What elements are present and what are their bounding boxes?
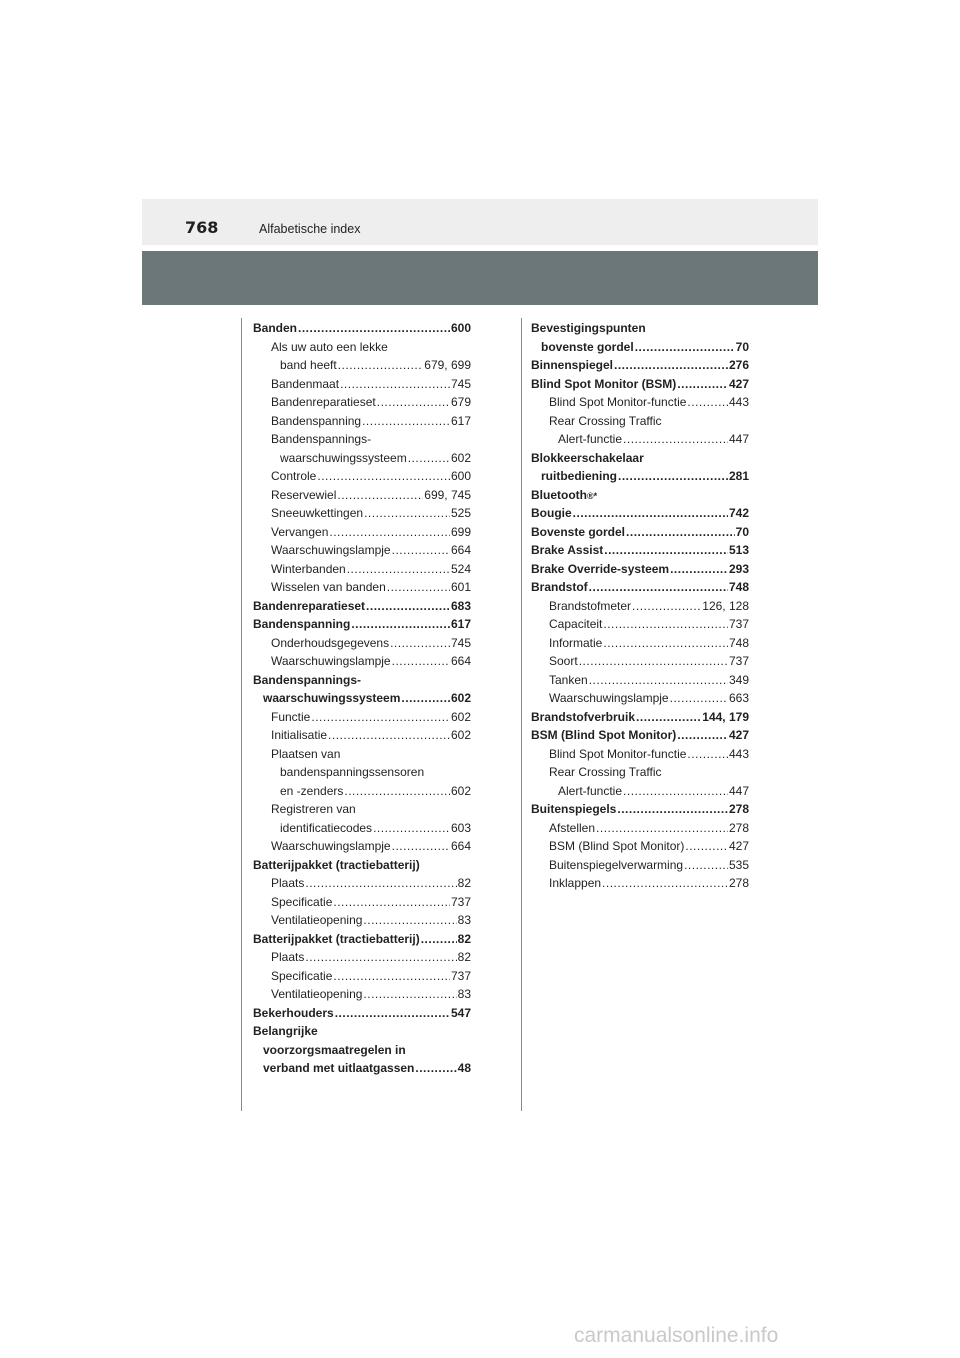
page-reference: 602 [450, 728, 471, 742]
dot-leader [344, 782, 450, 801]
dot-leader [623, 430, 728, 449]
entry-text: Batterijpakket (tractiebatterij) [253, 857, 420, 872]
index-entry-sub [253, 356, 471, 375]
page-reference: 281 [728, 469, 749, 483]
entry-text: ruitbediening [541, 469, 617, 483]
dot-leader [685, 837, 728, 856]
entry-text: Als uw auto een lekke [271, 339, 388, 354]
entry-text: Blind Spot Monitor-functie [549, 395, 687, 409]
dot-leader [415, 1059, 456, 1078]
page-reference: 447 [728, 432, 749, 446]
index-entry-sub [531, 652, 749, 671]
dot-leader [329, 523, 450, 542]
entry-text: Brandstofmeter [549, 598, 632, 613]
page-reference: 617 [450, 617, 471, 631]
dot-leader [333, 893, 450, 912]
entry-text: Bekerhouders [253, 1005, 334, 1020]
entry-text: BSM (Blind Spot Monitor) [531, 728, 677, 742]
entry-text: identificatiecodes [280, 820, 373, 835]
index-entry-sub [253, 578, 471, 597]
page-reference: 513 [728, 543, 749, 557]
index-entry-sub [253, 338, 471, 357]
index-entry-sub [531, 837, 749, 856]
entry-text: band heeft [280, 358, 337, 372]
entry-text: voorzorgsmaatregelen in [263, 1042, 406, 1057]
entry-text: bandenspanningssensoren [280, 765, 425, 779]
dot-leader [340, 375, 450, 394]
entry-text: Vervangen [271, 524, 329, 539]
dot-leader [317, 467, 450, 486]
index-entry-sub [253, 819, 471, 838]
page-reference: 664 [450, 543, 471, 557]
dot-leader [623, 782, 728, 801]
entry-text: Bandenreparatieset [271, 395, 376, 409]
index-entry-main [531, 449, 749, 468]
dot-leader [392, 652, 450, 671]
index-entry-sub [531, 874, 749, 893]
entry-text: Plaats [271, 950, 305, 964]
page-reference: 737 [450, 968, 471, 983]
page-reference: 82 [457, 931, 471, 946]
entry-text: Blokkeerschakelaar [531, 450, 644, 465]
page-reference: 524 [450, 561, 471, 576]
index-entry-sub [531, 745, 749, 764]
entry-text: Wisselen van banden [271, 580, 386, 594]
dot-leader [392, 837, 450, 856]
header-dark-bar [142, 251, 818, 305]
entry-text: waarschuwingssysteem [263, 691, 401, 705]
index-entry-sub [531, 597, 749, 616]
index-entry-sub [253, 560, 471, 579]
dot-leader [362, 412, 450, 431]
page-reference: 617 [450, 413, 471, 428]
index-entry-main [531, 467, 749, 486]
index-entry-sub [253, 763, 471, 782]
entry-text: Batterijpakket (tractiebatterij) [253, 931, 420, 946]
index-entry-main: Bluetooth ®* [531, 486, 749, 505]
entry-text: Soort [549, 654, 578, 668]
index-entry-sub [253, 967, 471, 986]
dot-leader [618, 467, 728, 486]
index-entry-main [253, 1004, 471, 1023]
dot-leader [626, 523, 735, 542]
index-entry-main [531, 560, 749, 579]
dot-leader [670, 689, 728, 708]
page-reference: 699 [450, 524, 471, 539]
index-entry-sub [253, 393, 471, 412]
page-reference: 745 [450, 635, 471, 650]
dot-leader [338, 356, 424, 375]
dot-leader [635, 338, 735, 357]
index-entry-main [531, 504, 749, 523]
entry-text: Bandenspannings- [271, 432, 372, 446]
page-reference: 278 [728, 876, 749, 890]
entry-text: Brake Assist [531, 543, 604, 557]
entry-text: Functie [271, 709, 311, 724]
dot-leader [377, 393, 450, 412]
dot-leader [363, 985, 456, 1004]
page-reference: 602 [450, 691, 471, 705]
entry-text: Waarschuwingslampje [549, 691, 669, 705]
page-reference: 83 [457, 987, 471, 1001]
page-reference: 679, 699 [424, 358, 471, 372]
page-reference: 748 [728, 635, 749, 650]
entry-text: Waarschuwingslampje [271, 543, 391, 557]
page-number: 768 [185, 218, 219, 237]
page-reference: 602 [450, 783, 471, 798]
dot-leader [390, 634, 450, 653]
index-entry-sub [253, 708, 471, 727]
entry-text: Ventilatieopening [271, 913, 363, 927]
index-entry-main [253, 597, 471, 616]
entry-text: verband met uitlaatgassen [263, 1061, 415, 1075]
entry-text: Winterbanden [271, 561, 346, 576]
column-divider-left [241, 318, 242, 1111]
entry-text: Reservewiel [271, 487, 337, 502]
entry-text: Specificatie [271, 968, 333, 983]
index-entry-sub [253, 800, 471, 819]
entry-text: Alert-functie [558, 783, 623, 798]
page-reference: 276 [728, 358, 749, 372]
index-entry-sub [253, 375, 471, 394]
dot-leader [603, 615, 728, 634]
entry-text: Bandenmaat [271, 376, 340, 391]
entry-text: Buitenspiegels [531, 802, 617, 816]
dot-leader [401, 689, 450, 708]
page-reference: 699, 745 [424, 487, 471, 502]
dot-leader [589, 578, 728, 597]
page-reference: 443 [728, 746, 749, 761]
index-entry-main [253, 1059, 471, 1078]
dot-leader [298, 319, 450, 338]
index-entry-main [253, 671, 471, 690]
index-entry-sub [253, 985, 471, 1004]
page-reference: 664 [450, 839, 471, 853]
entry-text: Blind Spot Monitor (BSM) [531, 376, 677, 391]
index-entry-sub [531, 671, 749, 690]
dot-leader [614, 356, 728, 375]
entry-text: bovenste gordel [541, 339, 634, 354]
dot-leader [636, 708, 701, 727]
index-entry-sub [253, 467, 471, 486]
dot-leader [335, 1004, 450, 1023]
dot-leader [602, 874, 728, 893]
index-entry-sub [253, 523, 471, 542]
dot-leader [573, 504, 728, 523]
entry-text: Bougie [531, 506, 572, 520]
index-entry-sub [253, 634, 471, 653]
dot-leader [603, 634, 728, 653]
dot-leader [351, 615, 450, 634]
index-entry-sub [531, 819, 749, 838]
index-entry-main [531, 578, 749, 597]
dot-leader [366, 597, 450, 616]
index-entry-sub [253, 726, 471, 745]
entry-text: Registreren van [271, 802, 356, 816]
index-column-right [531, 319, 749, 893]
index-entry-main [531, 523, 749, 542]
entry-text: Binnenspiegel [531, 358, 614, 372]
entry-text: BSM (Blind Spot Monitor) [549, 839, 685, 853]
index-entry-main [253, 689, 471, 708]
dot-leader [687, 393, 728, 412]
index-entry-sub [253, 911, 471, 930]
dot-leader [677, 375, 728, 394]
index-entry-sub [253, 412, 471, 431]
page-reference: 602 [450, 450, 471, 465]
entry-text: Plaatsen van [271, 746, 341, 761]
index-entry-main [531, 800, 749, 819]
page-reference: 664 [450, 654, 471, 668]
entry-text: Inklappen [549, 876, 602, 890]
page-reference: 443 [728, 395, 749, 409]
page-reference: 82 [457, 876, 471, 890]
entry-text: Bevestigingspunten [531, 321, 646, 335]
dot-leader [589, 671, 728, 690]
dot-leader [632, 597, 701, 616]
page-reference: 748 [728, 580, 749, 594]
page-reference: 525 [450, 506, 471, 520]
entry-text: Banden [253, 321, 298, 335]
index-entry-main [253, 856, 471, 875]
index-entry-sub [531, 412, 749, 431]
entry-text: Alert-functie [558, 432, 623, 446]
index-entry-sub [531, 689, 749, 708]
index-entry-sub [531, 634, 749, 653]
dot-leader [373, 819, 450, 838]
page-reference: 427 [728, 728, 749, 742]
entry-text: Rear Crossing Traffic [549, 765, 662, 779]
page-reference: 427 [728, 376, 749, 391]
entry-text: Onderhoudsgegevens [271, 635, 390, 650]
page-reference: 278 [728, 802, 749, 816]
page-reference: 535 [728, 857, 749, 872]
page-reference: 600 [450, 469, 471, 483]
dot-leader [604, 541, 728, 560]
page-reference: 742 [728, 506, 749, 520]
entry-text: Specificatie [271, 894, 333, 909]
entry-text: Capaciteit [549, 617, 603, 631]
entry-text: Controle [271, 469, 317, 483]
index-entry-main [531, 541, 749, 560]
entry-text: Brandstof [531, 580, 588, 594]
page-reference: 601 [450, 580, 471, 594]
index-column-left [253, 319, 471, 1078]
index-entry-sub [253, 449, 471, 468]
dot-leader [337, 486, 423, 505]
entry-text: Bandenspanning [253, 617, 351, 631]
header-band [142, 199, 818, 245]
page-reference: 293 [728, 561, 749, 576]
page-reference: 663 [728, 691, 749, 705]
index-entry-sub [253, 745, 471, 764]
page-reference: 447 [728, 783, 749, 798]
dot-leader [387, 578, 450, 597]
dot-leader [333, 967, 450, 986]
page-reference: 600 [450, 321, 471, 335]
page-reference: 745 [450, 376, 471, 391]
dot-leader [684, 856, 728, 875]
entry-text: Buitenspiegelverwarming [549, 857, 684, 872]
index-entry-sub [531, 763, 749, 782]
index-entry-main [253, 1022, 471, 1041]
page-reference: 48 [457, 1061, 471, 1075]
page-reference: 737 [728, 654, 749, 668]
dot-leader [687, 745, 728, 764]
index-entry-main [531, 356, 749, 375]
entry-text: Blind Spot Monitor-functie [549, 746, 687, 761]
entry-text: Belangrijke [253, 1024, 318, 1038]
page-reference: 83 [457, 913, 471, 927]
page-reference: 547 [450, 1005, 471, 1020]
entry-text: en -zenders [280, 783, 344, 798]
entry-text: Plaats [271, 876, 305, 890]
dot-leader [596, 819, 728, 838]
dot-leader [363, 911, 456, 930]
page-reference: 683 [450, 598, 471, 613]
dot-leader [408, 449, 450, 468]
index-entry-main [253, 615, 471, 634]
page-reference: 126, 128 [702, 598, 749, 613]
index-entry-sub [253, 430, 471, 449]
index-entry-sub [531, 615, 749, 634]
dot-leader [328, 726, 450, 745]
column-divider-right [521, 318, 522, 1111]
dot-leader [579, 652, 728, 671]
dot-leader [305, 948, 456, 967]
entry-text: Bandenreparatieset [253, 598, 366, 613]
index-entry-main [253, 1041, 471, 1060]
entry-text: waarschuwingssysteem [280, 450, 407, 465]
dot-leader [364, 504, 450, 523]
index-entry-sub [253, 837, 471, 856]
index-entry-main [253, 930, 471, 949]
entry-text: Ventilatieopening [271, 987, 363, 1001]
index-entry-sub [531, 430, 749, 449]
index-entry-sub [253, 541, 471, 560]
index-entry-main [531, 338, 749, 357]
page-reference: 70 [735, 524, 749, 539]
entry-text: Afstellen [549, 820, 596, 835]
page-reference: 602 [450, 709, 471, 724]
page-reference: 144, 179 [702, 709, 749, 724]
page-reference: 603 [450, 820, 471, 835]
dot-leader [347, 560, 450, 579]
entry-text: Initialisatie [271, 728, 328, 742]
watermark: carmanualsonline.info [574, 1324, 779, 1347]
index-entry-main [531, 726, 749, 745]
dot-leader [421, 930, 457, 949]
dot-leader [677, 726, 728, 745]
index-entry-main [531, 708, 749, 727]
page-reference: 82 [457, 950, 471, 964]
index-entry-main [531, 375, 749, 394]
entry-text: Waarschuwingslampje [271, 654, 391, 668]
section-title: Alfabetische index [259, 222, 361, 236]
index-entry-sub [253, 486, 471, 505]
index-entry-sub [253, 948, 471, 967]
entry-text: Brandstofverbruik [531, 709, 636, 724]
entry-text: Brake Override-systeem [531, 561, 670, 576]
entry-text: Waarschuwingslampje [271, 839, 391, 853]
index-entry-sub [253, 652, 471, 671]
entry-text: Bandenspannings- [253, 672, 362, 687]
index-entry-main [531, 319, 749, 338]
page-reference: 349 [728, 672, 749, 687]
page-reference: 737 [450, 894, 471, 909]
index-entry-main [253, 319, 471, 338]
index-entry-sub [253, 893, 471, 912]
page-reference: 427 [728, 839, 749, 853]
page-reference: 737 [728, 617, 749, 631]
index-entry-sub [253, 504, 471, 523]
dot-leader [305, 874, 456, 893]
dot-leader [617, 800, 728, 819]
dot-leader [311, 708, 450, 727]
page-reference: 278 [728, 820, 749, 835]
index-entry-sub [253, 782, 471, 801]
entry-text: Sneeuwkettingen [271, 506, 364, 520]
entry-text: Bandenspanning [271, 413, 362, 428]
index-entry-sub [253, 874, 471, 893]
page-reference: 70 [735, 339, 749, 354]
page-reference: 679 [450, 395, 471, 409]
entry-text: Bovenste gordel [531, 524, 626, 539]
entry-text: Tanken [549, 672, 588, 687]
entry-text: Bluetooth [531, 487, 587, 502]
dot-leader [392, 541, 450, 560]
entry-text: Informatie [549, 635, 603, 650]
entry-text: Rear Crossing Traffic [549, 413, 662, 428]
index-entry-sub [531, 856, 749, 875]
index-entry-sub [531, 782, 749, 801]
index-entry-sub [531, 393, 749, 412]
dot-leader [670, 560, 728, 579]
